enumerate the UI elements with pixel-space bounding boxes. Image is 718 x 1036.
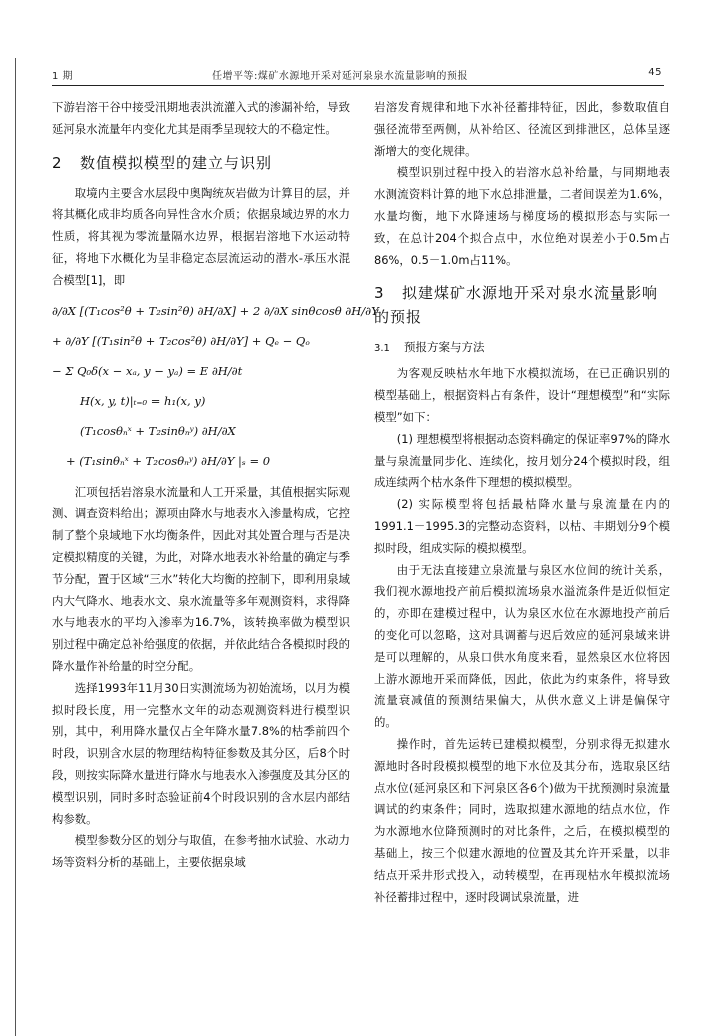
right-column: [374, 97, 670, 908]
paragraph: 模型识别过程中投入的岩溶水总补给量，与同期地表水测流资料计算的地下水总排泄量，二者间误差为1.6%，水量均衡，地下水降速场与梯度场的模拟形态与实际一致，在总计204个拟合点中，水位绝对误差小于0.5m占86%，0.5－1.0m占11%。: [374, 165, 670, 267]
paragraph: 为客观反映枯水年地下水模拟流场，在已正确识别的模型基础上，根据资料占有条件，设计“理想模型”和“实际模型”如下：: [374, 366, 670, 424]
running-title: 任增平等:煤矿水源地开采对延河泉泉水流量影响的预报: [212, 71, 468, 82]
subsection-title: 预报方案与方法: [404, 340, 485, 355]
boundary-condition: + (T₁sinθₙˣ + T₂cosθₙʸ) ∂H/∂Y |ₛ = 0: [66, 453, 271, 468]
paragraph: 操作时，首先运转已建模拟模型，分别求得无拟建水源地时各时段模拟模型的地下水位及其分布，选取泉区结点水位(延河泉区和下河泉区各6个)做为干扰预测时泉流量调试的约束条件；同时，选取拟建水源地的结点水位，作为水源地水位降预测时的对比条件，之后，在模拟模型的基础上，按三个似建水源地的位置及其允许开采量，以非结点开采井形式投入，动转模型，在再现枯水年模拟流场补径蓄排过程中，逐时段调试泉流量，进: [374, 736, 670, 904]
page-number: 45: [648, 67, 662, 78]
left-column: [52, 97, 379, 874]
paragraph: 下游岩溶干谷中接受汛期地表洪流灌入式的渗漏补给，导致延河泉水流量年内变化尤其是雨季呈现较大的不稳定性。: [52, 100, 350, 136]
equation-line: + ∂/∂Y [(T₁sin²θ + T₂cos²θ) ∂H/∂Y] + Qₑ − Qₒ: [52, 333, 310, 348]
subsection-heading: [374, 337, 670, 359]
subsection-number: 3.1: [374, 343, 390, 355]
paragraph: 由于无法直接建立泉流量与泉区水位间的统计关系，我们视水源地投产前后模拟流场泉水溢流条件是近似恒定的，亦即在建模过程中，认为泉区水位在水源地投产前后的变化可以忽略，这对具调蓄与迟后效应的延河泉域来讲是可以理解的，从泉口供水角度来看，显然泉区水位将因上游水源地开采而降低，因此，依此为约束条件，将导致流量衰减值的预测结果偏大，从供水意义上讲是偏保守的。: [374, 562, 670, 730]
section-number: 2: [52, 153, 63, 172]
issue-number: 1 期: [52, 71, 74, 82]
section-title: 拟建煤矿水源地开采对泉水流量影响的预报: [374, 284, 659, 327]
paragraph: 模型参数分区的划分与取值，在参考抽水试验、水动力场等资料分析的基础上，主要依据泉域: [52, 833, 350, 870]
section-heading: [374, 281, 670, 329]
header-rule: [52, 85, 664, 86]
section-heading: [52, 151, 350, 175]
equation-line: − Σ Q₀δ(x − xₐ, y − yₐ) = E ∂H/∂t: [52, 363, 243, 378]
paragraph: (1) 理想模型将根据动态资料确定的保证率97%的降水量与泉流量同步化、连续化，按月划分24个模拟时段，组成连续两个枯水条件下理想的模拟模型。: [374, 431, 670, 490]
paragraph: (2) 实际模型将包括最枯降水量与泉流量在内的1991.1－1995.3的完整动态资料，以枯、丰期划分9个模拟时段，组成实际的模拟模型。: [374, 497, 670, 555]
paragraph: 选择1993年11月30日实测流场为初始流场，以月为模拟时段长度，用一完整水文年的动态观测资料进行模型识别，其中，利用降水量仅占全年降水量7.8%的枯季前四个时段，识别含水层的物理结构特征参数及其分区，后8个时段，则按实际降水量进行降水与地表水入渗强度及其分区的模型识别，同时多时态验证前4个时段识别的含水层内部结构参数。: [52, 680, 350, 826]
paragraph: 取境内主要含水层段中奥陶统灰岩做为计算目的层，并将其概化成非均质各向异性含水介质；依据泉域边界的水力性质，将其视为零流量隔水边界，根据岩溶地下水运动特征，将地下水概化为呈非稳定态层流运动的潜水-承压水混合模型[1]，即: [52, 185, 350, 287]
section-number: 3: [374, 284, 385, 303]
running-header: [52, 63, 662, 81]
boundary-condition: (T₁cosθₙˣ + T₂sinθₙʸ) ∂H/∂X: [80, 423, 236, 438]
paragraph: 汇项包括岩溶泉水流量和人工开采量，其值根据实际观测、调查资料给出；源项由降水与地表水入渗量构成，它控制了整个泉域地下水均衡条件，因此对其处置合理与否是决定模拟精度的关键，为此，对降水地表水补给量的确定与季节分配，置于区域“三水”转化大均衡的控制下，即利用泉域内大气降水、地表水文、泉水流量等多年观测资料，求得降水与地表水的平均入渗率为16.7%，该转换率做为模型识别过程中确定总补给强度的依据，并依此结合各模拟时段的降水量作补给量的时空分配。: [52, 484, 350, 673]
section-title: 数值模拟模型的建立与识别: [80, 153, 273, 172]
governing-equation: [52, 296, 379, 476]
paragraph: 岩溶发育规律和地下水补径蓄排特征，因此，参数取值自强径流带至两侧，从补给区、径流区到排泄区，总体呈逐渐增大的变化规律。: [374, 100, 670, 158]
equation-line: ∂/∂X [(T₁cos²θ + T₂sin²θ) ∂H/∂X] + 2 ∂/∂X sinθcosθ ∂H/∂Y: [52, 303, 379, 318]
initial-condition: H(x, y, t)|ₜ₌₀ = h₁(x, y): [80, 393, 206, 408]
